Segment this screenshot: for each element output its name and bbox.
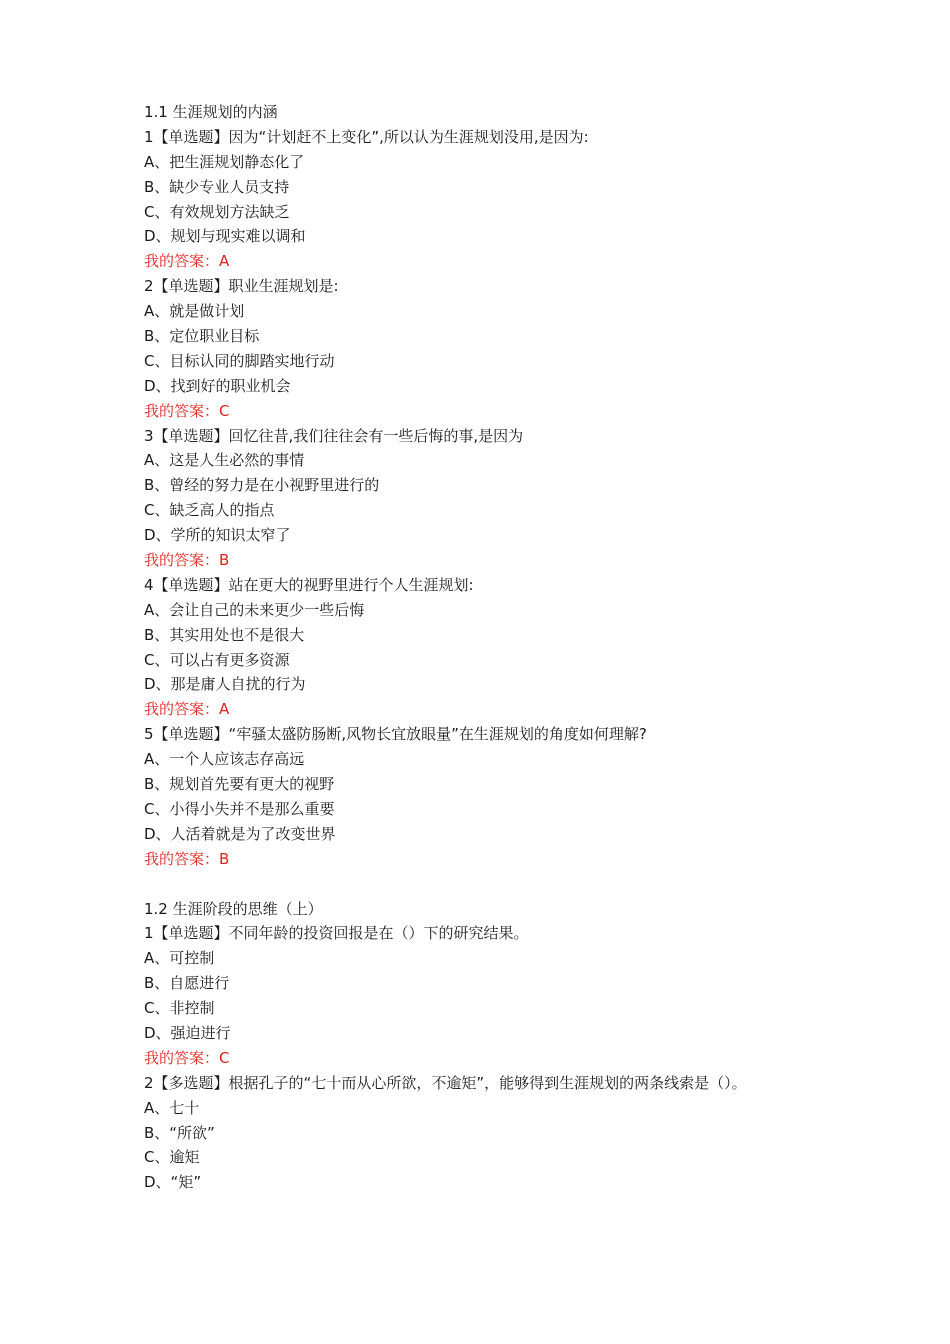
section-spacer bbox=[144, 872, 844, 897]
my-answer: 我的答案：B bbox=[144, 551, 230, 570]
option-d: D、“矩” bbox=[144, 1173, 202, 1192]
question-stem: 2【单选题】职业生涯规划是: bbox=[144, 277, 339, 296]
option-d: D、学所的知识太窄了 bbox=[144, 526, 291, 545]
option-a: A、一个人应该志存高远 bbox=[144, 750, 305, 769]
option-d: D、规划与现实难以调和 bbox=[144, 227, 306, 246]
document-page bbox=[144, 100, 844, 1195]
question-stem: 3【单选题】回忆往昔,我们往往会有一些后悔的事,是因为 bbox=[144, 426, 524, 445]
option-c: C、小得小失并不是那么重要 bbox=[144, 799, 335, 818]
option-b: B、定位职业目标 bbox=[144, 327, 260, 346]
my-answer: 我的答案：A bbox=[144, 252, 230, 271]
option-c: C、可以占有更多资源 bbox=[144, 650, 290, 669]
question-stem: 2【多选题】根据孔子的“七十而从心所欲，不逾矩”，能够得到生涯规划的两条线索是（）。 bbox=[144, 1073, 747, 1092]
option-b: B、其实用处也不是很大 bbox=[144, 625, 305, 644]
option-a: A、七十 bbox=[144, 1098, 200, 1117]
option-c: C、逾矩 bbox=[144, 1148, 200, 1167]
question-stem: 5【单选题】“牢骚太盛防肠断,风物长宜放眼量”在生涯规划的角度如何理解? bbox=[144, 725, 647, 744]
option-a: A、这是人生必然的事情 bbox=[144, 451, 305, 470]
option-d: D、人活着就是为了改变世界 bbox=[144, 824, 336, 843]
my-answer: 我的答案：B bbox=[144, 849, 230, 868]
option-c: C、有效规划方法缺乏 bbox=[144, 202, 290, 221]
my-answer: 我的答案：A bbox=[144, 700, 230, 719]
option-b: B、自愿进行 bbox=[144, 974, 230, 993]
option-c: C、目标认同的脚踏实地行动 bbox=[144, 351, 335, 370]
option-a: A、可控制 bbox=[144, 949, 215, 968]
option-b: B、缺少专业人员支持 bbox=[144, 177, 290, 196]
option-b: B、曾经的努力是在小视野里进行的 bbox=[144, 476, 380, 495]
option-d: D、强迫进行 bbox=[144, 1023, 231, 1042]
option-c: C、非控制 bbox=[144, 999, 215, 1018]
option-b: B、“所欲” bbox=[144, 1123, 215, 1142]
option-d: D、那是庸人自扰的行为 bbox=[144, 675, 306, 694]
my-answer: 我的答案：C bbox=[144, 1048, 230, 1067]
option-c: C、缺乏高人的指点 bbox=[144, 501, 275, 520]
option-a: A、会让自己的未来更少一些后悔 bbox=[144, 600, 365, 619]
option-a: A、就是做计划 bbox=[144, 302, 245, 321]
question-stem: 4【单选题】站在更大的视野里进行个人生涯规划: bbox=[144, 575, 474, 594]
my-answer: 我的答案：C bbox=[144, 401, 230, 420]
option-d: D、找到好的职业机会 bbox=[144, 376, 291, 395]
section-heading: 1.1 生涯规划的内涵 bbox=[144, 103, 278, 121]
section-heading: 1.2 生涯阶段的思维（上） bbox=[144, 899, 323, 918]
option-a: A、把生涯规划静态化了 bbox=[144, 152, 305, 171]
option-b: B、规划首先要有更大的视野 bbox=[144, 775, 335, 794]
question-stem: 1【单选题】因为“计划赶不上变化”,所以认为生涯规划没用,是因为: bbox=[144, 127, 589, 146]
question-stem: 1【单选题】不同年龄的投资回报是在（）下的研究结果。 bbox=[144, 924, 529, 943]
